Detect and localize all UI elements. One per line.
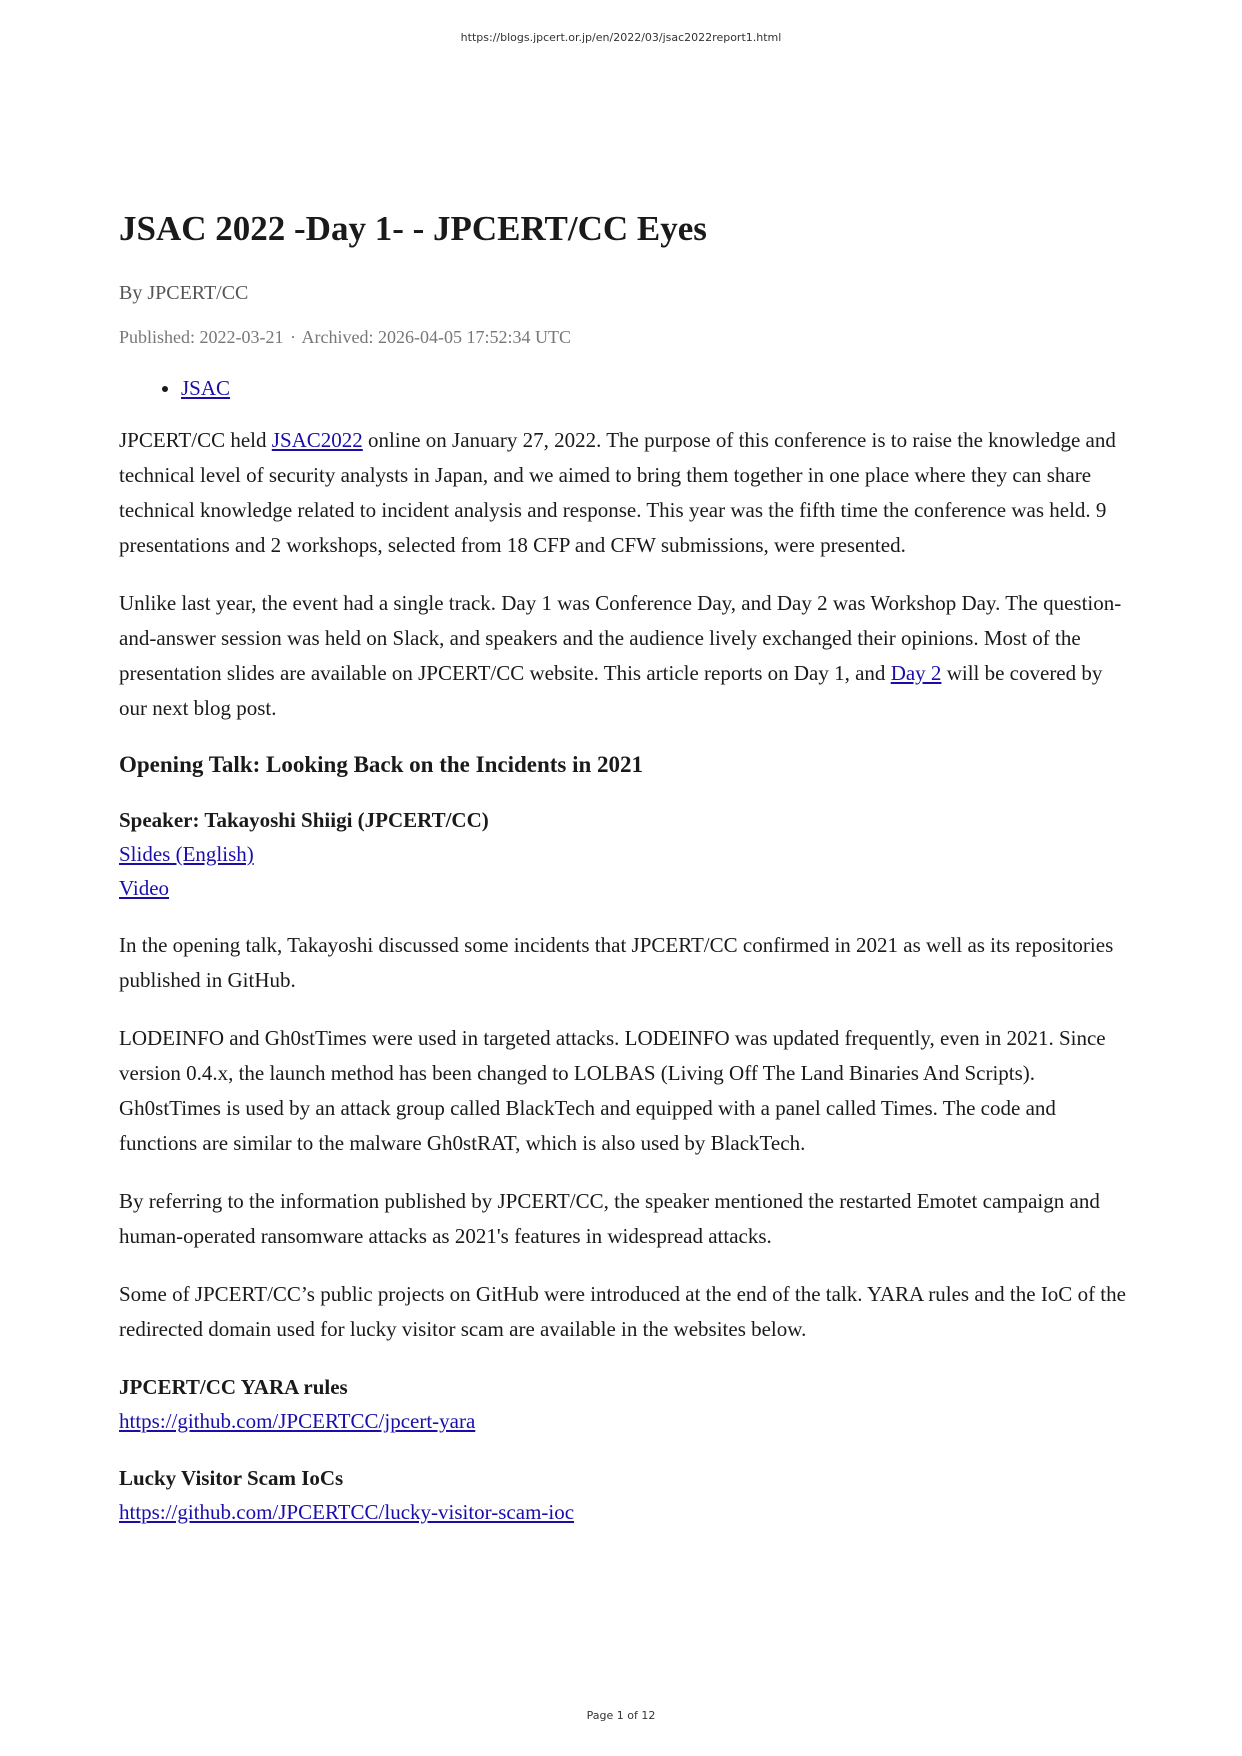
video-link[interactable]: Video	[119, 875, 170, 900]
article-title: JSAC 2022 -Day 1- - JPCERT/CC Eyes	[119, 209, 707, 248]
ioc-link[interactable]: https://github.com/JPCERTCC/lucky-visitor-scam-ioc	[119, 1499, 575, 1524]
meta-separator: ·	[290, 327, 296, 347]
article-content	[119, 208, 1129, 1552]
section-heading-opening-talk: Opening Talk: Looking Back on the Incidents in 2021	[119, 751, 644, 777]
speaker-name: Speaker: Takayoshi Shiigi (JPCERT/CC)	[119, 807, 489, 832]
ioc-title: Lucky Visitor Scam IoCs	[119, 1465, 344, 1490]
yara-rules-title: JPCERT/CC YARA rules	[119, 1374, 348, 1399]
page-url-header: https://blogs.jpcert.or.jp/en/2022/03/jsac2022report1.html	[460, 31, 782, 44]
day2-link[interactable]: Day 2	[890, 660, 942, 685]
jsac2022-link[interactable]: JSAC2022	[271, 427, 363, 452]
tag-list	[119, 372, 1129, 405]
speaker-block	[119, 803, 1129, 905]
section1-paragraph-2: LODEINFO and Gh0stTimes were used in targeted attacks. LODEINFO was updated frequently, even in 2021. Since version 0.4.x, the launch method has been changed to LOLBAS (Living Off The Land Binaries And Scripts). Gh0stTimes is used by an attack group called BlackTech and equipped with a panel called Times. The code and functions are similar to the malware Gh0stRAT, which is also used by BlackTech.	[119, 1025, 1106, 1155]
intro-p2-before: Unlike last year, the event had a single track. Day 1 was Conference Day, and Day 2 was Workshop Day. The question-and-answer session was held on Slack, and speakers and the audience lively exchanged their opinions. Most of the presentation slides are available on JPCERT/CC website. This article reports on Day 1, and	[119, 590, 1122, 685]
section1-paragraph-1: In the opening talk, Takayoshi discussed some incidents that JPCERT/CC confirmed in 2021 as well as its repositories published in GitHub.	[119, 932, 1114, 992]
yara-rules-link[interactable]: https://github.com/JPCERTCC/jpcert-yara	[119, 1408, 476, 1433]
tag-item	[181, 372, 1129, 405]
intro-p1-before: JPCERT/CC held	[119, 427, 272, 452]
slides-link[interactable]: Slides (English)	[119, 841, 254, 866]
section1-paragraph-4: Some of JPCERT/CC’s public projects on GitHub were introduced at the end of the talk. YARA rules and the IoC of the redirected domain used for lucky visitor scam are available in the websites below.	[119, 1281, 1126, 1341]
yara-rules-block	[119, 1370, 1129, 1438]
section1-paragraph-3: By referring to the information published by JPCERT/CC, the speaker mentioned the restarted Emotet campaign and human-operated ransomware attacks as 2021's features in widespread attacks.	[119, 1188, 1100, 1248]
published-date: Published: 2022-03-21	[119, 327, 284, 347]
intro-paragraph-2	[119, 586, 1129, 726]
article-meta	[119, 327, 1129, 348]
intro-paragraph-1	[119, 423, 1129, 563]
intro-p2-after: will be covered by our next blog post.	[119, 660, 1103, 720]
tag-link-jsac[interactable]: JSAC	[181, 376, 231, 400]
intro-p1-after: online on January 27, 2022. The purpose of this conference is to raise the knowledge and technical level of security analysts in Japan, and we aimed to bring them together in one place where they can share technical knowledge related to incident analysis and response. This year was the fifth time the conference was held. 9 presentations and 2 workshops, selected from 18 CFP and CFW submissions, were presented.	[119, 427, 1116, 557]
page-number: Page 1 of 12	[586, 1709, 656, 1722]
ioc-block	[119, 1461, 1129, 1529]
archived-date: Archived: 2026-04-05 17:52:34 UTC	[301, 327, 571, 347]
article-byline: By JPCERT/CC	[119, 282, 249, 304]
